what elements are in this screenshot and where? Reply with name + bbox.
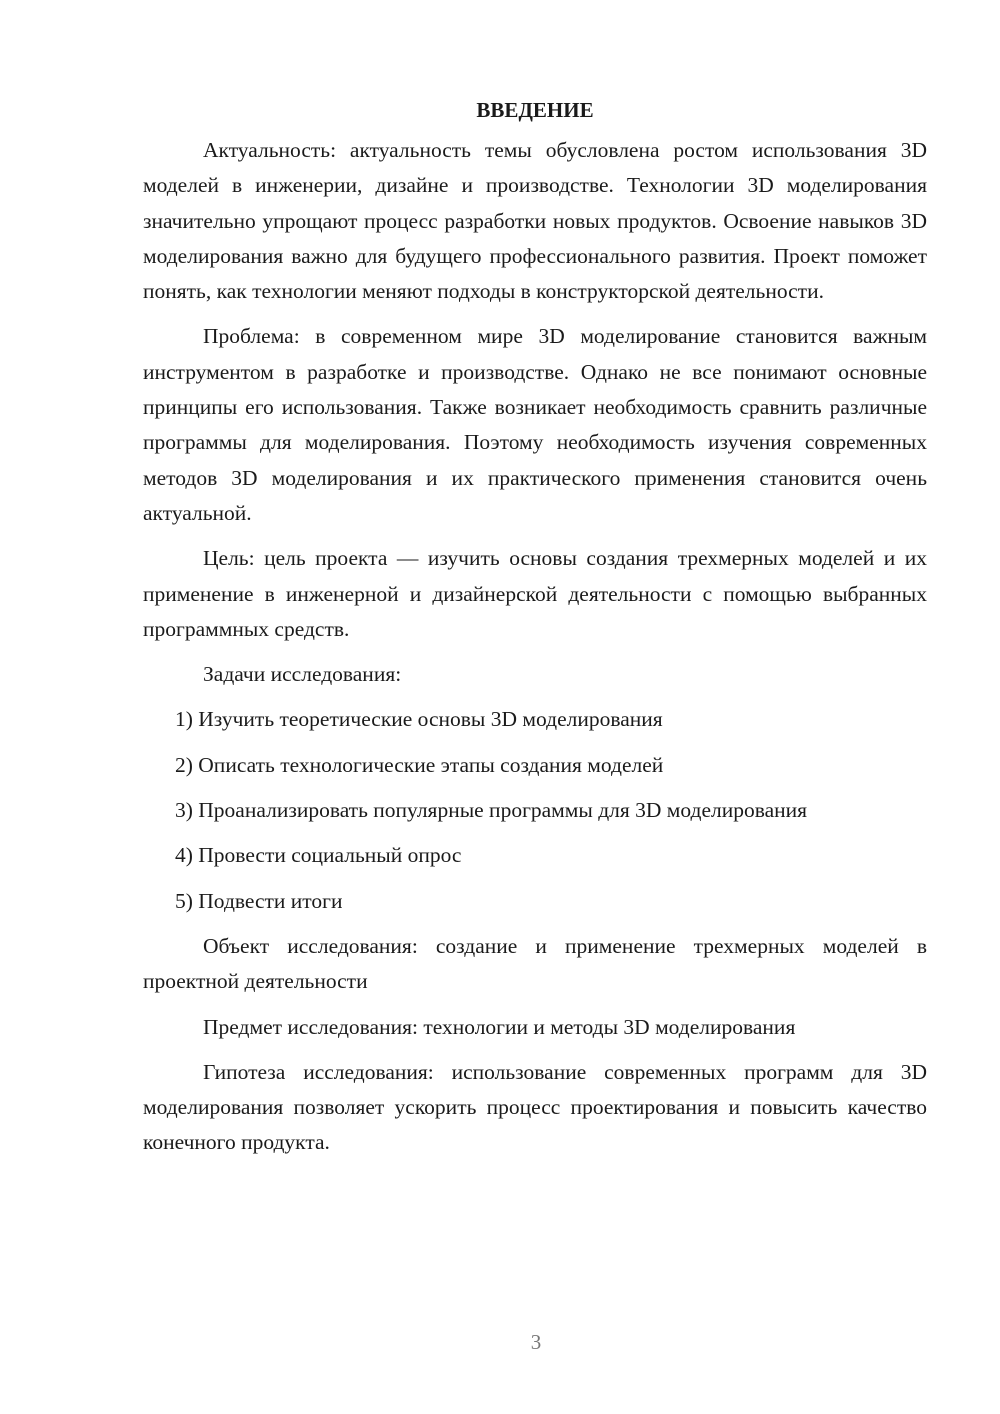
- list-item: 4) Провести социальный опрос: [175, 843, 462, 868]
- document-page: [143, 94, 927, 1171]
- page-number: 3: [530, 1330, 542, 1354]
- list-item: 3) Проанализировать популярные программы для 3D моделирования: [175, 798, 808, 823]
- tasks-heading: Задачи исследования:: [203, 662, 402, 687]
- page-title: ВВЕДЕНИЕ: [476, 98, 594, 122]
- paragraph-relevance: Актуальность: актуальность темы обусловлена ростом использования 3D моделей в инженерии, дизайне и производстве. Технологии 3D моделирования значительно упрощают процесс разработки новых продуктов. Освоение навыков 3D моделирования важно для будущего профессионального развития. Проект поможет понять, как технологии меняют подходы в конструкторской деятельности.: [143, 138, 927, 304]
- tasks-list: [143, 702, 927, 918]
- paragraph-object: Объект исследования: создание и применение трехмерных моделей в проектной деятельности: [143, 933, 927, 994]
- paragraph-subject: Предмет исследования: технологии и методы 3D моделирования: [203, 1014, 796, 1039]
- list-item: 5) Подвести итоги: [175, 888, 343, 913]
- list-item: 2) Описать технологические этапы создания моделей: [175, 752, 664, 777]
- paragraph-goal: Цель: цель проекта — изучить основы создания трехмерных моделей и их применение в инженерной и дизайнерской деятельности с помощью выбранных программных средств.: [143, 546, 927, 641]
- paragraph-problem: Проблема: в современном мире 3D моделирование становится важным инструментом в разработке и производстве. Однако не все понимают основные принципы его использования. Также возникает необходимость сравнить различные программы для моделирования. Поэтому необходимость изучения современных методов 3D моделирования и их практического применения становится очень актуальной.: [143, 324, 927, 525]
- list-item: 1) Изучить теоретические основы 3D моделирования: [175, 707, 663, 732]
- paragraph-hypothesis: Гипотеза исследования: использование современных программ для 3D моделирования позволяет ускорить процесс проектирования и повысить качество конечного продукта.: [143, 1059, 927, 1155]
